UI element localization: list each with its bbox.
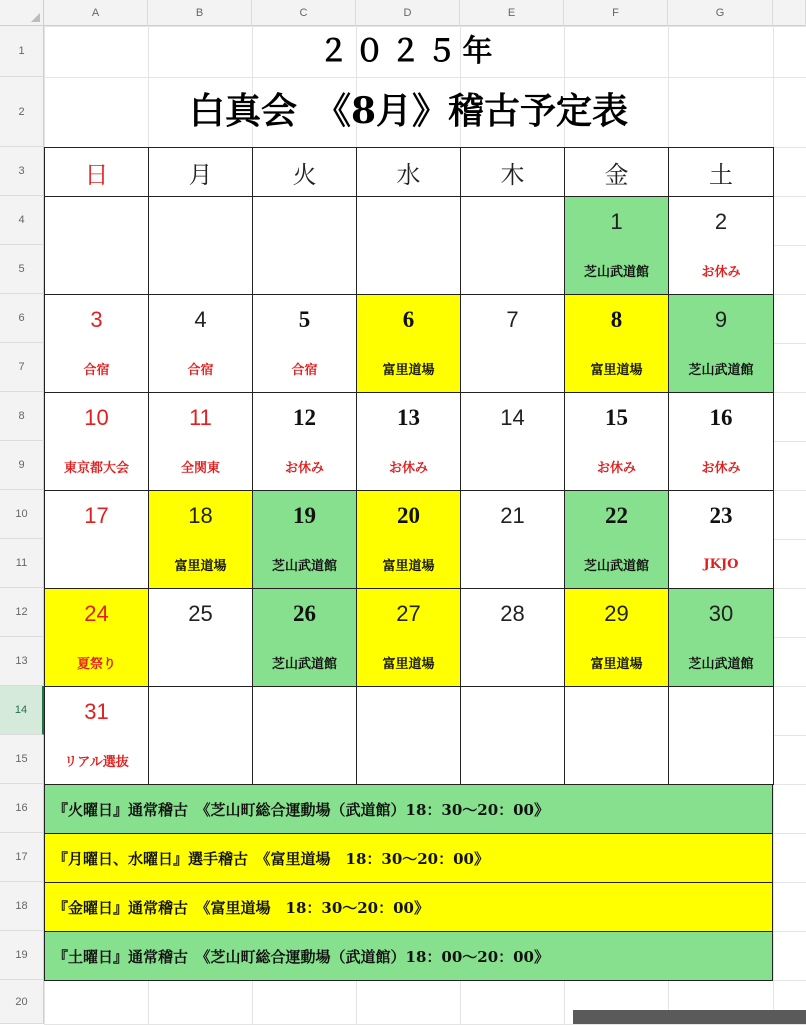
day-number bbox=[149, 687, 252, 736]
day-event-label bbox=[45, 540, 148, 588]
column-header-a[interactable]: A bbox=[44, 0, 148, 26]
day-number: 23 bbox=[709, 502, 733, 528]
title-year: ２０２５年 bbox=[318, 34, 499, 69]
day-number: 1 bbox=[610, 208, 623, 234]
calendar-day-cell[interactable] bbox=[668, 588, 774, 687]
day-event-label: 芝山武道館 bbox=[583, 558, 649, 574]
row-header-2[interactable]: 2 bbox=[0, 77, 44, 147]
row-header-15[interactable]: 15 bbox=[0, 735, 44, 784]
column-header-e[interactable]: E bbox=[460, 0, 564, 26]
day-number: 26 bbox=[293, 600, 316, 626]
day-event-label bbox=[357, 246, 460, 294]
day-event-label: 富里道場 bbox=[382, 656, 435, 672]
day-number: 14 bbox=[500, 404, 525, 430]
day-event-label: 夏祭り bbox=[76, 656, 116, 672]
day-event-label bbox=[149, 246, 252, 294]
day-number: 9 bbox=[714, 306, 728, 332]
day-number: 18 bbox=[188, 502, 213, 528]
weekday-header[interactable]: 日 bbox=[44, 147, 149, 197]
day-event-label: 富里道場 bbox=[382, 558, 435, 574]
row-header-9[interactable]: 9 bbox=[0, 441, 44, 490]
row-header-14[interactable]: 14 bbox=[0, 686, 44, 735]
day-number: 20 bbox=[397, 502, 420, 528]
day-event-label bbox=[253, 736, 356, 784]
day-number: 3 bbox=[90, 306, 103, 332]
horizontal-scrollbar[interactable] bbox=[573, 1010, 806, 1024]
day-event-label: 富里道場 bbox=[174, 558, 227, 574]
row-header-17[interactable]: 17 bbox=[0, 833, 44, 882]
calendar-day-cell[interactable] bbox=[148, 686, 253, 785]
day-number: 22 bbox=[605, 502, 628, 528]
calendar-day-cell[interactable] bbox=[668, 490, 774, 589]
weekday-header[interactable]: 火 bbox=[252, 147, 357, 197]
column-header-c[interactable]: C bbox=[252, 0, 356, 26]
calendar-day-cell[interactable] bbox=[356, 294, 461, 393]
select-all-corner[interactable] bbox=[0, 0, 44, 26]
day-number bbox=[669, 687, 773, 736]
day-number: 4 bbox=[194, 306, 207, 332]
day-event-label: JKJO bbox=[703, 556, 739, 572]
schedule-note-row[interactable]: 『金曜日』通常稽古 《富里道場 18：30～20：00》 bbox=[44, 882, 773, 932]
row-header-18[interactable]: 18 bbox=[0, 882, 44, 931]
calendar-day-cell[interactable] bbox=[460, 686, 565, 785]
title-main: 白真会 《8月》稽古予定表 bbox=[188, 90, 629, 132]
day-number bbox=[565, 687, 668, 736]
select-all-triangle-icon bbox=[31, 13, 40, 22]
weekday-header[interactable]: 月 bbox=[148, 147, 253, 197]
row-header-19[interactable]: 19 bbox=[0, 931, 44, 980]
calendar-day-cell[interactable] bbox=[564, 392, 669, 491]
calendar-day-cell[interactable] bbox=[668, 392, 774, 491]
day-event-label bbox=[565, 736, 668, 784]
row-header-5[interactable]: 5 bbox=[0, 245, 44, 294]
day-number bbox=[253, 197, 356, 246]
day-number: 19 bbox=[293, 502, 316, 528]
row-header-4[interactable]: 4 bbox=[0, 196, 44, 245]
day-event-label bbox=[149, 736, 252, 784]
row-header-20[interactable]: 20 bbox=[0, 980, 44, 1024]
calendar-day-cell[interactable] bbox=[564, 588, 669, 687]
day-number: 5 bbox=[298, 306, 311, 332]
day-number: 15 bbox=[605, 404, 628, 430]
calendar-day-cell[interactable] bbox=[668, 294, 774, 393]
row-header-11[interactable]: 11 bbox=[0, 539, 44, 588]
day-event-label: 芝山武道館 bbox=[688, 362, 754, 378]
day-number: 6 bbox=[402, 306, 415, 332]
day-number bbox=[461, 197, 564, 246]
column-header-g[interactable]: G bbox=[668, 0, 773, 26]
day-event-label: 富里道場 bbox=[590, 656, 643, 672]
day-event-label: お休み bbox=[701, 264, 741, 280]
calendar-day-cell[interactable] bbox=[564, 686, 669, 785]
day-number: 16 bbox=[709, 404, 733, 430]
calendar-day-cell[interactable] bbox=[44, 490, 149, 589]
calendar-day-cell[interactable] bbox=[356, 196, 461, 295]
day-number: 29 bbox=[604, 600, 629, 626]
day-event-label bbox=[461, 344, 564, 392]
day-number: 24 bbox=[84, 600, 109, 626]
day-event-label: 芝山武道館 bbox=[271, 656, 337, 672]
column-header-f[interactable]: F bbox=[564, 0, 668, 26]
day-event-label: 富里道場 bbox=[382, 362, 435, 378]
day-event-label bbox=[461, 442, 564, 490]
day-number: 13 bbox=[397, 404, 420, 430]
calendar-day-cell[interactable] bbox=[44, 294, 149, 393]
calendar-day-cell[interactable] bbox=[356, 490, 461, 589]
calendar-day-cell[interactable] bbox=[460, 588, 565, 687]
day-event-label bbox=[461, 736, 564, 784]
calendar-day-cell[interactable] bbox=[252, 588, 357, 687]
day-number: 21 bbox=[500, 502, 525, 528]
calendar-day-cell[interactable] bbox=[252, 294, 357, 393]
row-header-3[interactable]: 3 bbox=[0, 147, 44, 196]
calendar-day-cell[interactable] bbox=[668, 196, 774, 295]
schedule-note-row[interactable]: 『月曜日、水曜日』選手稽古 《富里道場 18：30～20：00》 bbox=[44, 833, 773, 883]
day-event-label bbox=[669, 736, 773, 784]
calendar-day-cell[interactable] bbox=[460, 294, 565, 393]
calendar-day-cell[interactable] bbox=[668, 686, 774, 785]
calendar-day-cell[interactable] bbox=[252, 392, 357, 491]
row-header-13[interactable]: 13 bbox=[0, 637, 44, 686]
calendar-day-cell[interactable] bbox=[356, 392, 461, 491]
day-number: 11 bbox=[189, 404, 212, 430]
calendar-day-cell[interactable] bbox=[356, 588, 461, 687]
weekday-header[interactable]: 土 bbox=[668, 147, 774, 197]
weekday-header[interactable]: 木 bbox=[460, 147, 565, 197]
day-event-label: 芝山武道館 bbox=[583, 264, 649, 280]
row-header-10[interactable]: 10 bbox=[0, 490, 44, 539]
row-header-16[interactable]: 16 bbox=[0, 784, 44, 833]
day-event-label bbox=[461, 540, 564, 588]
calendar-day-cell[interactable] bbox=[148, 294, 253, 393]
calendar-day-cell[interactable] bbox=[148, 588, 253, 687]
day-event-label: 芝山武道館 bbox=[688, 656, 754, 672]
calendar-day-cell[interactable] bbox=[356, 686, 461, 785]
day-number: 28 bbox=[500, 600, 525, 626]
calendar-day-cell[interactable] bbox=[564, 196, 669, 295]
day-event-label bbox=[253, 246, 356, 294]
day-event-label: お休み bbox=[596, 460, 636, 476]
weekday-header[interactable]: 水 bbox=[356, 147, 461, 197]
day-number: 7 bbox=[506, 306, 519, 332]
day-event-label: お休み bbox=[701, 460, 741, 476]
calendar-day-cell[interactable] bbox=[148, 490, 253, 589]
row-header-7[interactable]: 7 bbox=[0, 343, 44, 392]
calendar-day-cell[interactable] bbox=[564, 294, 669, 393]
day-event-label: 富里道場 bbox=[590, 362, 643, 378]
day-number bbox=[45, 197, 148, 246]
day-event-label bbox=[461, 638, 564, 686]
day-number: 10 bbox=[84, 404, 109, 430]
day-number: 25 bbox=[188, 600, 213, 626]
day-event-label: 合宿 bbox=[83, 362, 110, 378]
day-event-label bbox=[45, 246, 148, 294]
day-number bbox=[357, 197, 460, 246]
calendar-day-cell[interactable] bbox=[460, 196, 565, 295]
day-event-label bbox=[149, 638, 252, 686]
calendar-day-cell[interactable] bbox=[252, 490, 357, 589]
column-header-b[interactable]: B bbox=[148, 0, 252, 26]
day-number: 2 bbox=[714, 208, 728, 234]
calendar-day-cell[interactable] bbox=[44, 392, 149, 491]
calendar-day-cell[interactable] bbox=[564, 490, 669, 589]
row-header-6[interactable]: 6 bbox=[0, 294, 44, 343]
calendar-day-cell[interactable] bbox=[252, 196, 357, 295]
day-number: 31 bbox=[84, 698, 109, 724]
schedule-note-row[interactable]: 『土曜日』通常稽古 《芝山町総合運動場（武道館）18：00～20：00》 bbox=[44, 931, 773, 981]
day-number: 27 bbox=[396, 600, 421, 626]
calendar-day-cell[interactable] bbox=[148, 196, 253, 295]
calendar-day-cell[interactable] bbox=[44, 686, 149, 785]
day-event-label: 全関東 bbox=[180, 460, 220, 476]
calendar-day-cell[interactable] bbox=[460, 392, 565, 491]
column-header-d[interactable]: D bbox=[356, 0, 460, 26]
calendar-day-cell[interactable] bbox=[252, 686, 357, 785]
column-header-h[interactable] bbox=[773, 0, 806, 26]
day-number bbox=[357, 687, 460, 736]
day-event-label: 合宿 bbox=[187, 362, 214, 378]
day-event-label: お休み bbox=[284, 460, 324, 476]
calendar-day-cell[interactable] bbox=[460, 490, 565, 589]
day-event-label: 東京都大会 bbox=[63, 460, 129, 476]
row-header-1[interactable]: 1 bbox=[0, 26, 44, 77]
day-event-label bbox=[461, 246, 564, 294]
day-event-label: リアル選抜 bbox=[64, 754, 129, 770]
day-number bbox=[461, 687, 564, 736]
calendar-day-cell[interactable] bbox=[148, 392, 253, 491]
day-number: 30 bbox=[708, 600, 734, 626]
day-event-label: 合宿 bbox=[291, 362, 318, 378]
schedule-note-row[interactable]: 『火曜日』通常稽古 《芝山町総合運動場（武道館）18：30～20：00》 bbox=[44, 784, 773, 834]
day-number bbox=[149, 197, 252, 246]
calendar-day-cell[interactable] bbox=[44, 196, 149, 295]
row-header-12[interactable]: 12 bbox=[0, 588, 44, 637]
row-header-8[interactable]: 8 bbox=[0, 392, 44, 441]
gridline-horizontal bbox=[44, 26, 806, 27]
day-event-label: 芝山武道館 bbox=[271, 558, 337, 574]
day-number: 12 bbox=[293, 404, 316, 430]
day-event-label: お休み bbox=[388, 460, 428, 476]
weekday-header[interactable]: 金 bbox=[564, 147, 669, 197]
day-number: 8 bbox=[610, 306, 623, 332]
day-event-label bbox=[357, 736, 460, 784]
day-number bbox=[253, 687, 356, 736]
calendar-day-cell[interactable] bbox=[44, 588, 149, 687]
day-number: 17 bbox=[84, 502, 109, 528]
